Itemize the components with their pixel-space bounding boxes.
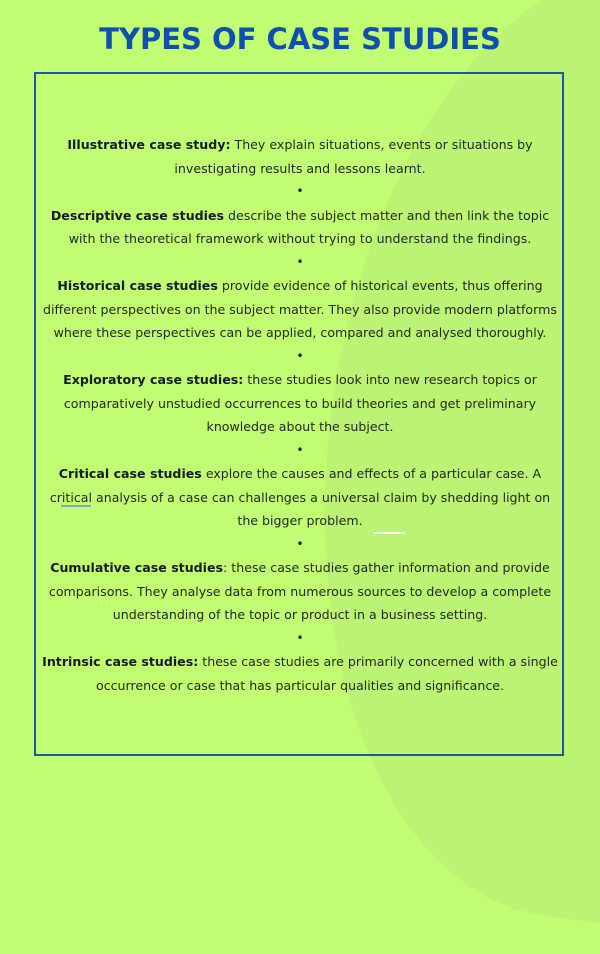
entry-illustrative bbox=[40, 133, 560, 180]
entry-historical bbox=[40, 274, 560, 345]
entry-term: Exploratory case studies: bbox=[63, 372, 244, 387]
entry-term: Illustrative case study: bbox=[67, 137, 231, 152]
entry-description: these studies look into new research topics or comparatively unstudied occurrences to build theories and get preliminary knowledge about the subject. bbox=[63, 372, 537, 434]
case-study-list bbox=[40, 133, 560, 697]
entry-cumulative bbox=[40, 556, 560, 627]
entry-intrinsic bbox=[40, 650, 560, 697]
entry-description: explore the causes and effects of a particular case. A critical analysis of a case can challenges a universal claim by shedding light on the bigger problem. bbox=[49, 466, 551, 528]
entry-term: Descriptive case studies bbox=[50, 207, 225, 223]
bullet-separator: • bbox=[296, 184, 304, 198]
bullet-separator: • bbox=[296, 536, 304, 551]
entry-term: Critical case studies bbox=[58, 466, 202, 481]
bullet-separator: • bbox=[296, 254, 304, 269]
entry-description: : these case studies gather information and provide comparisons. They analyse data from numerous sources to develop a complete understanding of the topic or product in a business setting. bbox=[48, 560, 552, 622]
page-title: TYPES OF CASE STUDIES bbox=[99, 22, 501, 56]
entry-description: They explain situations, events or situations by investigating results and lessons learnt. bbox=[174, 137, 533, 176]
entry-term: Intrinsic case studies: bbox=[42, 654, 199, 669]
entry-term: Historical case studies bbox=[57, 278, 218, 293]
entry-critical bbox=[40, 462, 560, 533]
entry-term: Cumulative case studies bbox=[50, 560, 224, 575]
bullet-separator: • bbox=[296, 630, 304, 645]
bullet-separator: • bbox=[296, 442, 304, 457]
entry-description: provide evidence of historical events, thus offering different perspectives on the subject matter. They also provide modern platforms where these perspectives can be applied, compared and analysed thoroughly. bbox=[43, 278, 557, 340]
spellcheck-underline bbox=[61, 505, 91, 507]
decorative-dash bbox=[374, 532, 405, 534]
entry-description: these case studies are primarily concerned with a single occurrence or case that has particular qualities and significance. bbox=[95, 654, 558, 693]
bullet-separator: • bbox=[296, 348, 304, 363]
entry-exploratory bbox=[40, 368, 560, 439]
entry-descriptive bbox=[40, 204, 560, 251]
entry-description: describe the subject matter and then link the topic with the theoretical framework without trying to understand the findings. bbox=[68, 207, 550, 246]
